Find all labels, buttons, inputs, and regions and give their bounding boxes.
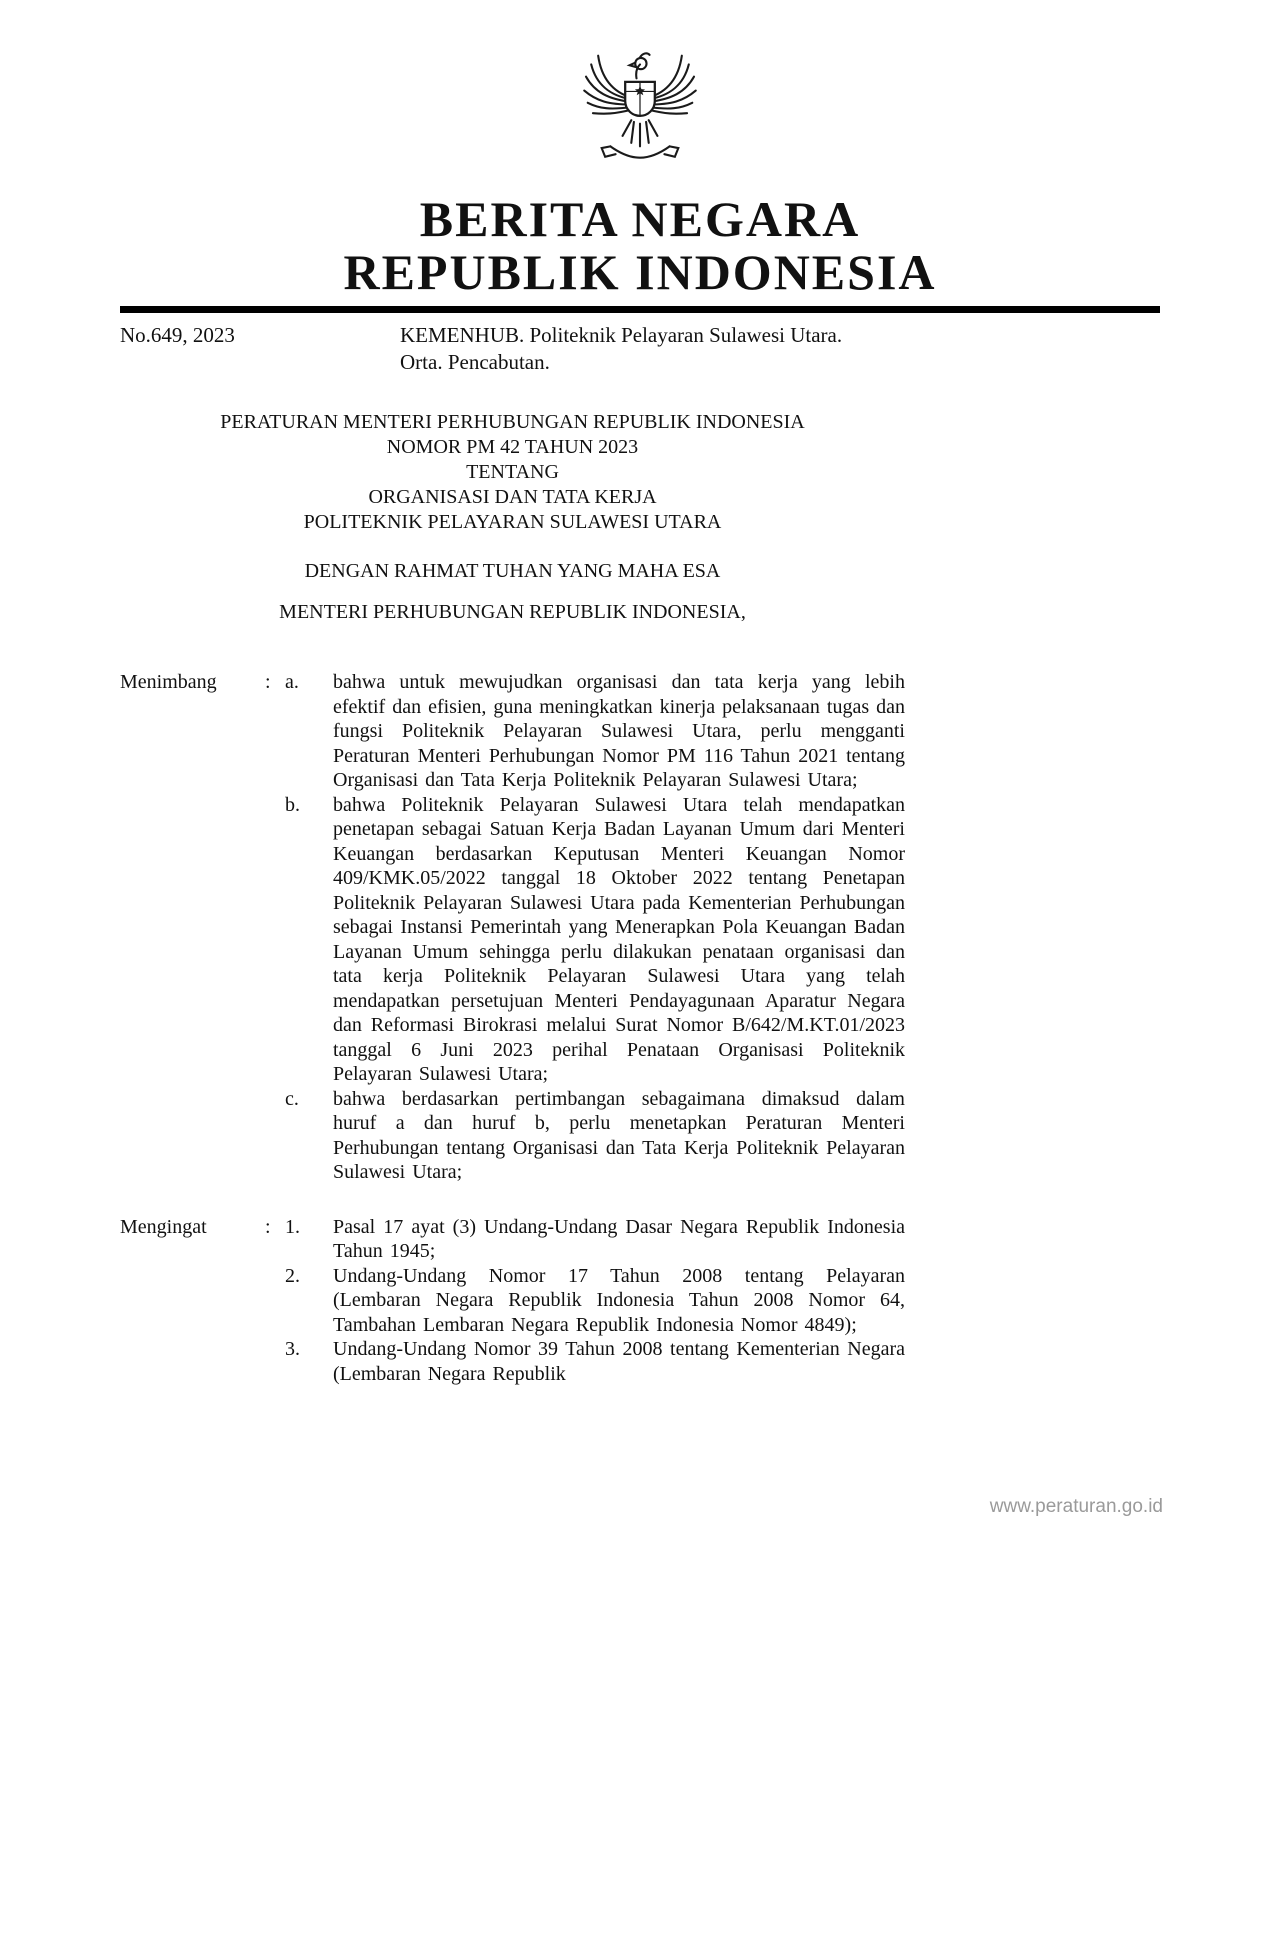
- item-marker: 2.: [285, 1264, 300, 1287]
- gazette-meta-row: [120, 322, 1160, 376]
- item-text: bahwa berdasarkan pertimbangan sebagaimana dimaksud dalam huruf a dan huruf b, perlu menetapkan Peraturan Menteri Perhubungan tentang Organisasi dan Tata Kerja Politeknik Pelayaran Sulawesi Utara;: [333, 1087, 905, 1183]
- document-body: [120, 410, 905, 1386]
- item-text: Pasal 17 ayat (3) Undang-Undang Dasar Negara Republik Indonesia Tahun 1945;: [333, 1215, 905, 1262]
- item-marker: a.: [285, 671, 299, 693]
- item-marker: b.: [285, 793, 300, 816]
- masthead: [120, 193, 1160, 299]
- item-marker: 3.: [285, 1338, 300, 1360]
- consideration-item-a: [285, 670, 905, 793]
- regulation-title-line-3: TENTANG: [466, 461, 559, 483]
- gazette-subject-line1: KEMENHUB. Politeknik Pelayaran Sulawesi Utara.: [400, 323, 843, 347]
- legal-basis-item-2: [285, 1264, 905, 1338]
- section-mengingat: [120, 1215, 905, 1387]
- gazette-number: No.649, 2023: [120, 323, 235, 347]
- consideration-item-c: [285, 1087, 905, 1185]
- invocation-line: DENGAN RAHMAT TUHAN YANG MAHA ESA: [304, 560, 721, 582]
- section-label: Menimbang: [120, 671, 217, 693]
- regulation-title-line-5: POLITEKNIK PELAYARAN SULAWESI UTARA: [303, 511, 722, 533]
- section-colon: :: [265, 1215, 271, 1238]
- gazette-subject-line2: Orta. Pencabutan.: [400, 350, 550, 374]
- item-marker: c.: [285, 1087, 299, 1110]
- gazette-subject: [400, 322, 905, 376]
- masthead-title-line2: REPUBLIK INDONESIA: [343, 244, 937, 300]
- item-text: Undang-Undang Nomor 17 Tahun 2008 tentang Pelayaran (Lembaran Negara Republik Indonesia Tahun 2008 Nomor 64, Tambahan Lembaran Negara Republik Indonesia Nomor 4849);: [333, 1264, 905, 1336]
- regulation-title-line-1: PERATURAN MENTERI PERHUBUNGAN REPUBLIK INDONESIA: [220, 411, 805, 433]
- watermark-url: www.peraturan.go.id: [989, 1496, 1163, 1517]
- legal-basis-item-3: [285, 1337, 905, 1386]
- item-marker: 1.: [285, 1215, 300, 1238]
- masthead-title-line1: BERITA NEGARA: [419, 191, 861, 247]
- regulation-title-line-2: NOMOR PM 42 TAHUN 2023: [386, 436, 639, 458]
- regulation-title-line-4: ORGANISASI DAN TATA KERJA: [368, 486, 657, 508]
- masthead-rule: [120, 306, 1160, 313]
- regulation-title: [120, 410, 905, 535]
- section-label: Mengingat: [120, 1215, 207, 1238]
- item-text: bahwa Politeknik Pelayaran Sulawesi Utara telah mendapatkan penetapan sebagai Satuan Kerja Badan Layanan Umum dari Menteri Keuangan berdasarkan Keputusan Menteri Keuangan Nomor 409/KMK.05/2022 tanggal 18 Oktober 2022 tentang Penetapan Politeknik Pelayaran Sulawesi Utara pada Kementerian Perhubungan sebagai Instansi Pemerintah yang Menerapkan Pola Keuangan Badan Layanan Umum sehingga perlu dilakukan penataan organisasi dan tata kerja Politeknik Pelayaran Sulawesi Utara yang telah mendapatkan persetujuan Menteri Pendayagunaan Aparatur Negara dan Reformasi Birokrasi melalui Surat Nomor B/642/M.KT.01/2023 tanggal 6 Juni 2023 perihal Penataan Organisasi Politeknik Pelayaran Sulawesi Utara;: [333, 793, 905, 1085]
- item-text: Undang-Undang Nomor 39 Tahun 2008 tentang Kementerian Negara (Lembaran Negara Republik: [333, 1338, 905, 1385]
- section-colon: :: [265, 671, 271, 693]
- item-text: bahwa untuk mewujudkan organisasi dan tata kerja yang lebih efektif dan efisien, guna meningkatkan kinerja pelaksanaan tugas dan fungsi Politeknik Pelayaran Sulawesi Utara, perlu mengganti Peraturan Menteri Perhubungan Nomor PM 116 Tahun 2021 tentang Organisasi dan Tata Kerja Politeknik Pelayaran Sulawesi Utara;: [333, 671, 905, 791]
- section-menimbang: [120, 670, 905, 1185]
- garuda-pancasila-emblem: [579, 40, 701, 181]
- consideration-item-b: [285, 793, 905, 1087]
- consideration-list: [285, 670, 905, 1185]
- legal-basis-list: [285, 1215, 905, 1387]
- authority-line: MENTERI PERHUBUNGAN REPUBLIK INDONESIA,: [279, 601, 746, 623]
- legal-basis-item-1: [285, 1215, 905, 1264]
